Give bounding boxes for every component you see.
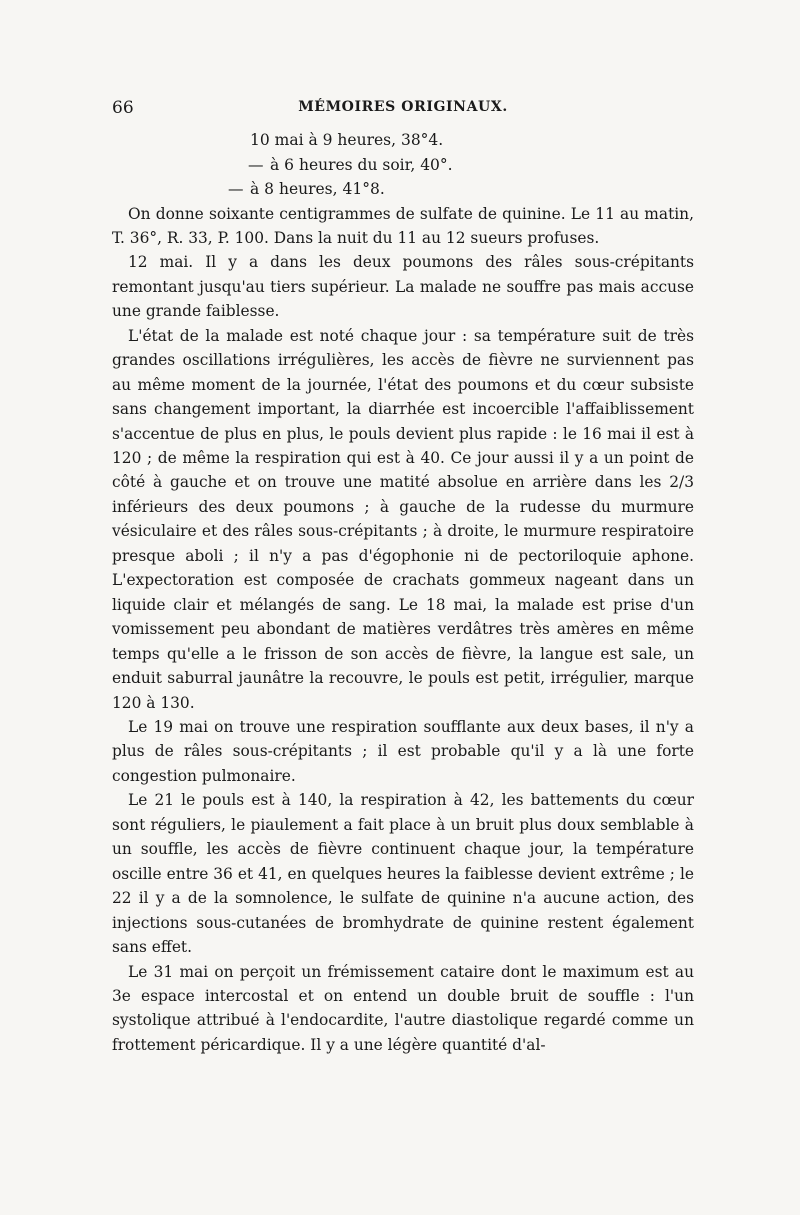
running-head	[112, 98, 694, 126]
temperature-text: à 8 heures, 41°8.	[250, 180, 385, 198]
ditto-dash: —	[248, 155, 264, 174]
temperature-text: à 6 heures du soir, 40°.	[270, 155, 453, 174]
ditto-dash: —	[228, 180, 244, 198]
paragraph: 12 mai. Il y a dans les deux poumons des râles sous-crépitants remontant jusqu'au tiers supérieur. La malade ne souffre pas mais accuse une grande faiblesse.	[112, 253, 694, 321]
temperature-line	[112, 177, 694, 202]
paragraph: Le 19 mai on trouve une respiration soufflante aux deux bases, il n'y a plus de râles sous-crépitants ; il est probable qu'il y a là une forte congestion pulmonaire.	[112, 718, 694, 785]
temperature-text: 10 mai à 9 heures, 38°4.	[250, 131, 444, 149]
page-body	[112, 98, 694, 1057]
temperature-line	[112, 153, 694, 178]
paragraph: Le 31 mai on perçoit un frémissement cataire dont le maximum est au 3e espace intercostal et on entend un double bruit de souffle : l'un systolique attribué à l'endocardite, l'autre diastolique regardé comme un frottement péricardique. Il y a une légère quantité d'al-	[112, 962, 694, 1054]
temperature-list	[112, 128, 694, 202]
temperature-line	[112, 128, 694, 153]
running-title: MÉMOIRES ORIGINAUX.	[298, 99, 508, 115]
paragraph: Le 21 le pouls est à 140, la respiration à 42, les battements du cœur sont réguliers, le piaulement a fait place à un bruit plus doux semblable à un souffle, les accès de fièvre continuent chaque jour, la température oscille entre 36 et 41, en quelques heures la faiblesse devient extrême ; le 22 il y a de la somnolence, le sulfate de quinine n'a aucune action, des injections sous-cutanées de bromhydrate de quinine restent également sans effet.	[112, 791, 694, 957]
page-number: 66	[112, 98, 134, 118]
paragraph: On donne soixante centigrammes de sulfate de quinine. Le 11 au matin, T. 36°, R. 33, P. 100. Dans la nuit du 11 au 12 sueurs profuses.	[112, 204, 694, 247]
paragraph: L'état de la malade est noté chaque jour : sa température suit de très grandes oscillations irrégulières, les accès de fièvre ne surviennent pas au même moment de la journée, l'état des poumons et du cœur subsiste sans changement important, la diarrhée est incoercible l'affaiblissement s'accentue de plus en plus, le pouls devient plus rapide : le 16 mai il est à 120 ; de même la respiration qui est à 40. Ce jour aussi il y a un point de côté à gauche et on trouve une matité absolue en arrière dans les 2/3 inférieurs des deux poumons ; à gauche de la rudesse du murmure vésiculaire et des râles sous-crépitants ; à droite, le murmure respiratoire presque aboli ; il n'y a pas d'égophonie ni de pectoriloquie aphone. L'expectoration est composée de crachats gommeux nageant dans un liquide clair et mélangés de sang. Le 18 mai, la malade est prise d'un vomissement peu abondant de matières verdâtres très amères en même temps qu'elle a le frisson de son accès de fièvre, la langue est sale, un enduit saburral jaunâtre la recouvre, le pouls est petit, irrégulier, marque 120 à 130.	[112, 326, 694, 712]
